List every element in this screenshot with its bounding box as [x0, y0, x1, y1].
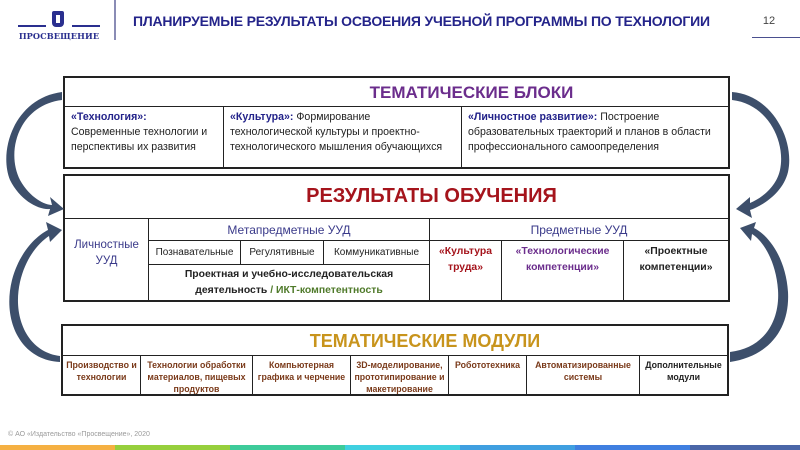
subject-tech-competence: «Технологические компетенции»: [501, 240, 623, 300]
module-3d-modeling: 3D-моделирование, прототипирование и макетирование: [350, 355, 448, 394]
metasubject-cognitive: Познавательные: [148, 240, 240, 264]
metasubject-communicative: Коммуникативные: [323, 240, 429, 264]
module-material-processing: Технологии обработки материалов, пищевых продуктов: [140, 355, 252, 394]
subject-uud-title: Предметные УУД: [429, 218, 728, 240]
block-description: Современные технологии и перспективы их развития: [71, 126, 208, 153]
subject-labor-culture: «Культура труда»: [429, 240, 501, 300]
slide-title: ПЛАНИРУЕМЫЕ РЕЗУЛЬТАТЫ ОСВОЕНИЯ УЧЕБНОЙ ПРОГРАММЫ ПО ТЕХНОЛОГИИ: [133, 13, 710, 29]
block-description: Построение образовательных траекторий и планов в области профессионального самоопределения: [468, 111, 711, 153]
footer-stripe-indigo: [690, 445, 800, 450]
page-number: 12: [762, 15, 776, 27]
block-description: Формирование технологической культуры и проектно-технологического мышления обучающихся: [230, 111, 443, 153]
arrow-right-bottom-icon: [730, 222, 788, 362]
ict-competence: ИКТ-компетентность: [275, 285, 383, 296]
block-keyword: «Личностное развитие»:: [468, 111, 598, 123]
thematic-blocks-title: ТЕМАТИЧЕСКИЕ БЛОКИ: [369, 83, 574, 102]
module-robotics: Робототехника: [448, 355, 526, 394]
personal-uud: Личностные УУД: [65, 218, 148, 300]
metasubject-uud-title: Метапредметные УУД: [148, 218, 429, 240]
block-keyword: «Технология»:: [71, 111, 147, 123]
project-activity-text: Проектная и учебно-исследовательская деятельность: [184, 269, 394, 296]
logo-text: ПРОСВЕЩЕНИЕ: [18, 31, 100, 41]
module-production: Производство и технологии: [63, 355, 140, 394]
module-automated-systems: Автоматизированные системы: [526, 355, 639, 394]
footer-stripe-lightblue: [460, 445, 575, 450]
arrow-left-top-icon: [6, 92, 64, 216]
copyright-text: © АО «Издательство «Просвещение», 2020: [8, 431, 150, 438]
module-computer-graphics: Компьютерная графика и черчение: [252, 355, 350, 394]
learning-results-title: РЕЗУЛЬТАТЫ ОБУЧЕНИЯ: [306, 185, 557, 207]
module-additional: Дополнительные модули: [639, 355, 727, 394]
arrow-right-top-icon: [732, 92, 789, 218]
separator: /: [267, 285, 276, 296]
metasubject-regulatory: Регулятивные: [240, 240, 323, 264]
subject-project-competence: «Проектные компетенции»: [623, 240, 728, 300]
arrow-left-bottom-icon: [9, 222, 62, 362]
footer-stripe-orange: [0, 445, 115, 450]
footer-stripe-cyan: [345, 445, 460, 450]
footer-stripe-green: [115, 445, 230, 450]
block-keyword: «Культура»:: [230, 111, 294, 123]
footer-stripe-teal: [230, 445, 345, 450]
thematic-modules-title: ТЕМАТИЧЕСКИЕ МОДУЛИ: [309, 331, 541, 351]
footer-stripe-blue: [575, 445, 690, 450]
